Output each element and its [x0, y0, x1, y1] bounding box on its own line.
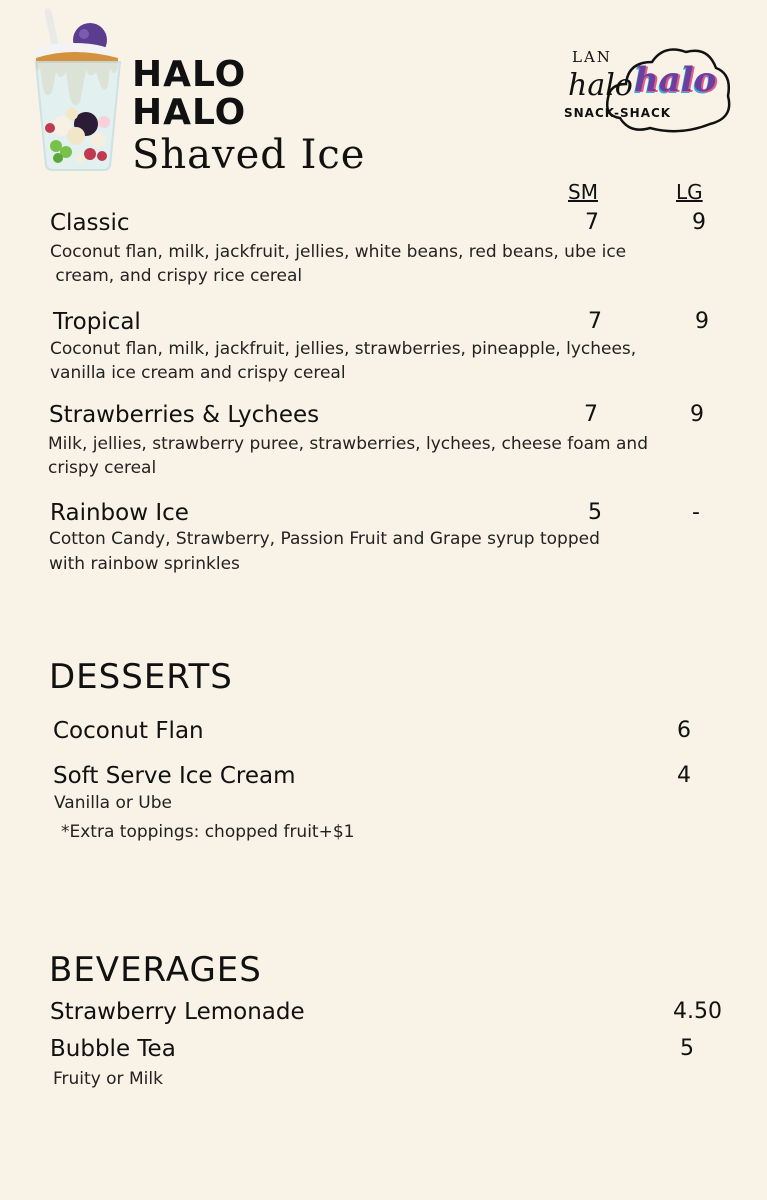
- menu-item-description: vanilla ice cream and crispy cereal: [50, 363, 346, 383]
- logo-top-text: LAN: [572, 48, 612, 66]
- price: 4: [677, 763, 691, 788]
- price-lg: 9: [695, 309, 709, 334]
- menu-item-name: Strawberries & Lychees: [49, 402, 320, 428]
- price-sm: 5: [588, 500, 602, 525]
- column-header-lg: LG: [676, 180, 703, 204]
- title-line-1: HALO: [132, 54, 247, 95]
- menu-item-description: crispy cereal: [48, 458, 157, 478]
- menu-item-description: Vanilla or Ube: [54, 793, 172, 813]
- menu-item-description: cream, and crispy rice cereal: [50, 266, 303, 286]
- logo-script-1: halo: [568, 68, 633, 103]
- title-line-2: HALO: [132, 92, 247, 133]
- price-sm: 7: [584, 402, 598, 427]
- menu-item-name: Tropical: [53, 309, 141, 335]
- menu-item-description: Coconut flan, milk, jackfruit, jellies, strawberries, pineapple, lychees,: [50, 339, 637, 359]
- menu-item-name: Strawberry Lemonade: [50, 999, 305, 1025]
- menu-item-description: Fruity or Milk: [53, 1069, 163, 1089]
- column-header-sm: SM: [568, 180, 598, 204]
- menu-item-description: with rainbow sprinkles: [49, 554, 240, 574]
- menu-item-description: Coconut flan, milk, jackfruit, jellies, white beans, red beans, ube ice: [50, 242, 627, 262]
- price: 6: [677, 718, 691, 743]
- menu-item-name: Bubble Tea: [50, 1036, 176, 1062]
- price: 5: [680, 1036, 694, 1061]
- menu-item-name: Rainbow Ice: [50, 500, 189, 526]
- section-title-beverages: BEVERAGES: [49, 950, 262, 990]
- price-lg: -: [692, 500, 700, 525]
- price-lg: 9: [690, 402, 704, 427]
- menu-item-description: Cotton Candy, Strawberry, Passion Fruit and Grape syrup topped: [49, 529, 600, 549]
- menu-item-name: Classic: [50, 210, 130, 236]
- menu-item-description: Milk, jellies, strawberry puree, strawberries, lychees, cheese foam and: [48, 434, 648, 454]
- title-line-3: Shaved Ice: [132, 132, 366, 178]
- price-sm: 7: [585, 210, 599, 235]
- price-sm: 7: [588, 309, 602, 334]
- menu-item-name: Coconut Flan: [53, 718, 204, 744]
- toppings-note: *Extra toppings: chopped fruit+$1: [61, 822, 355, 842]
- price-lg: 9: [692, 210, 706, 235]
- brand-logo: [560, 40, 740, 140]
- logo-script-2: halo: [634, 60, 717, 100]
- section-title-desserts: DESSERTS: [49, 657, 233, 697]
- menu-item-name: Soft Serve Ice Cream: [53, 763, 296, 789]
- halo-halo-cup-icon: [28, 6, 128, 176]
- price: 4.50: [673, 999, 722, 1024]
- logo-bottom-text: SNACK-SHACK: [564, 106, 672, 120]
